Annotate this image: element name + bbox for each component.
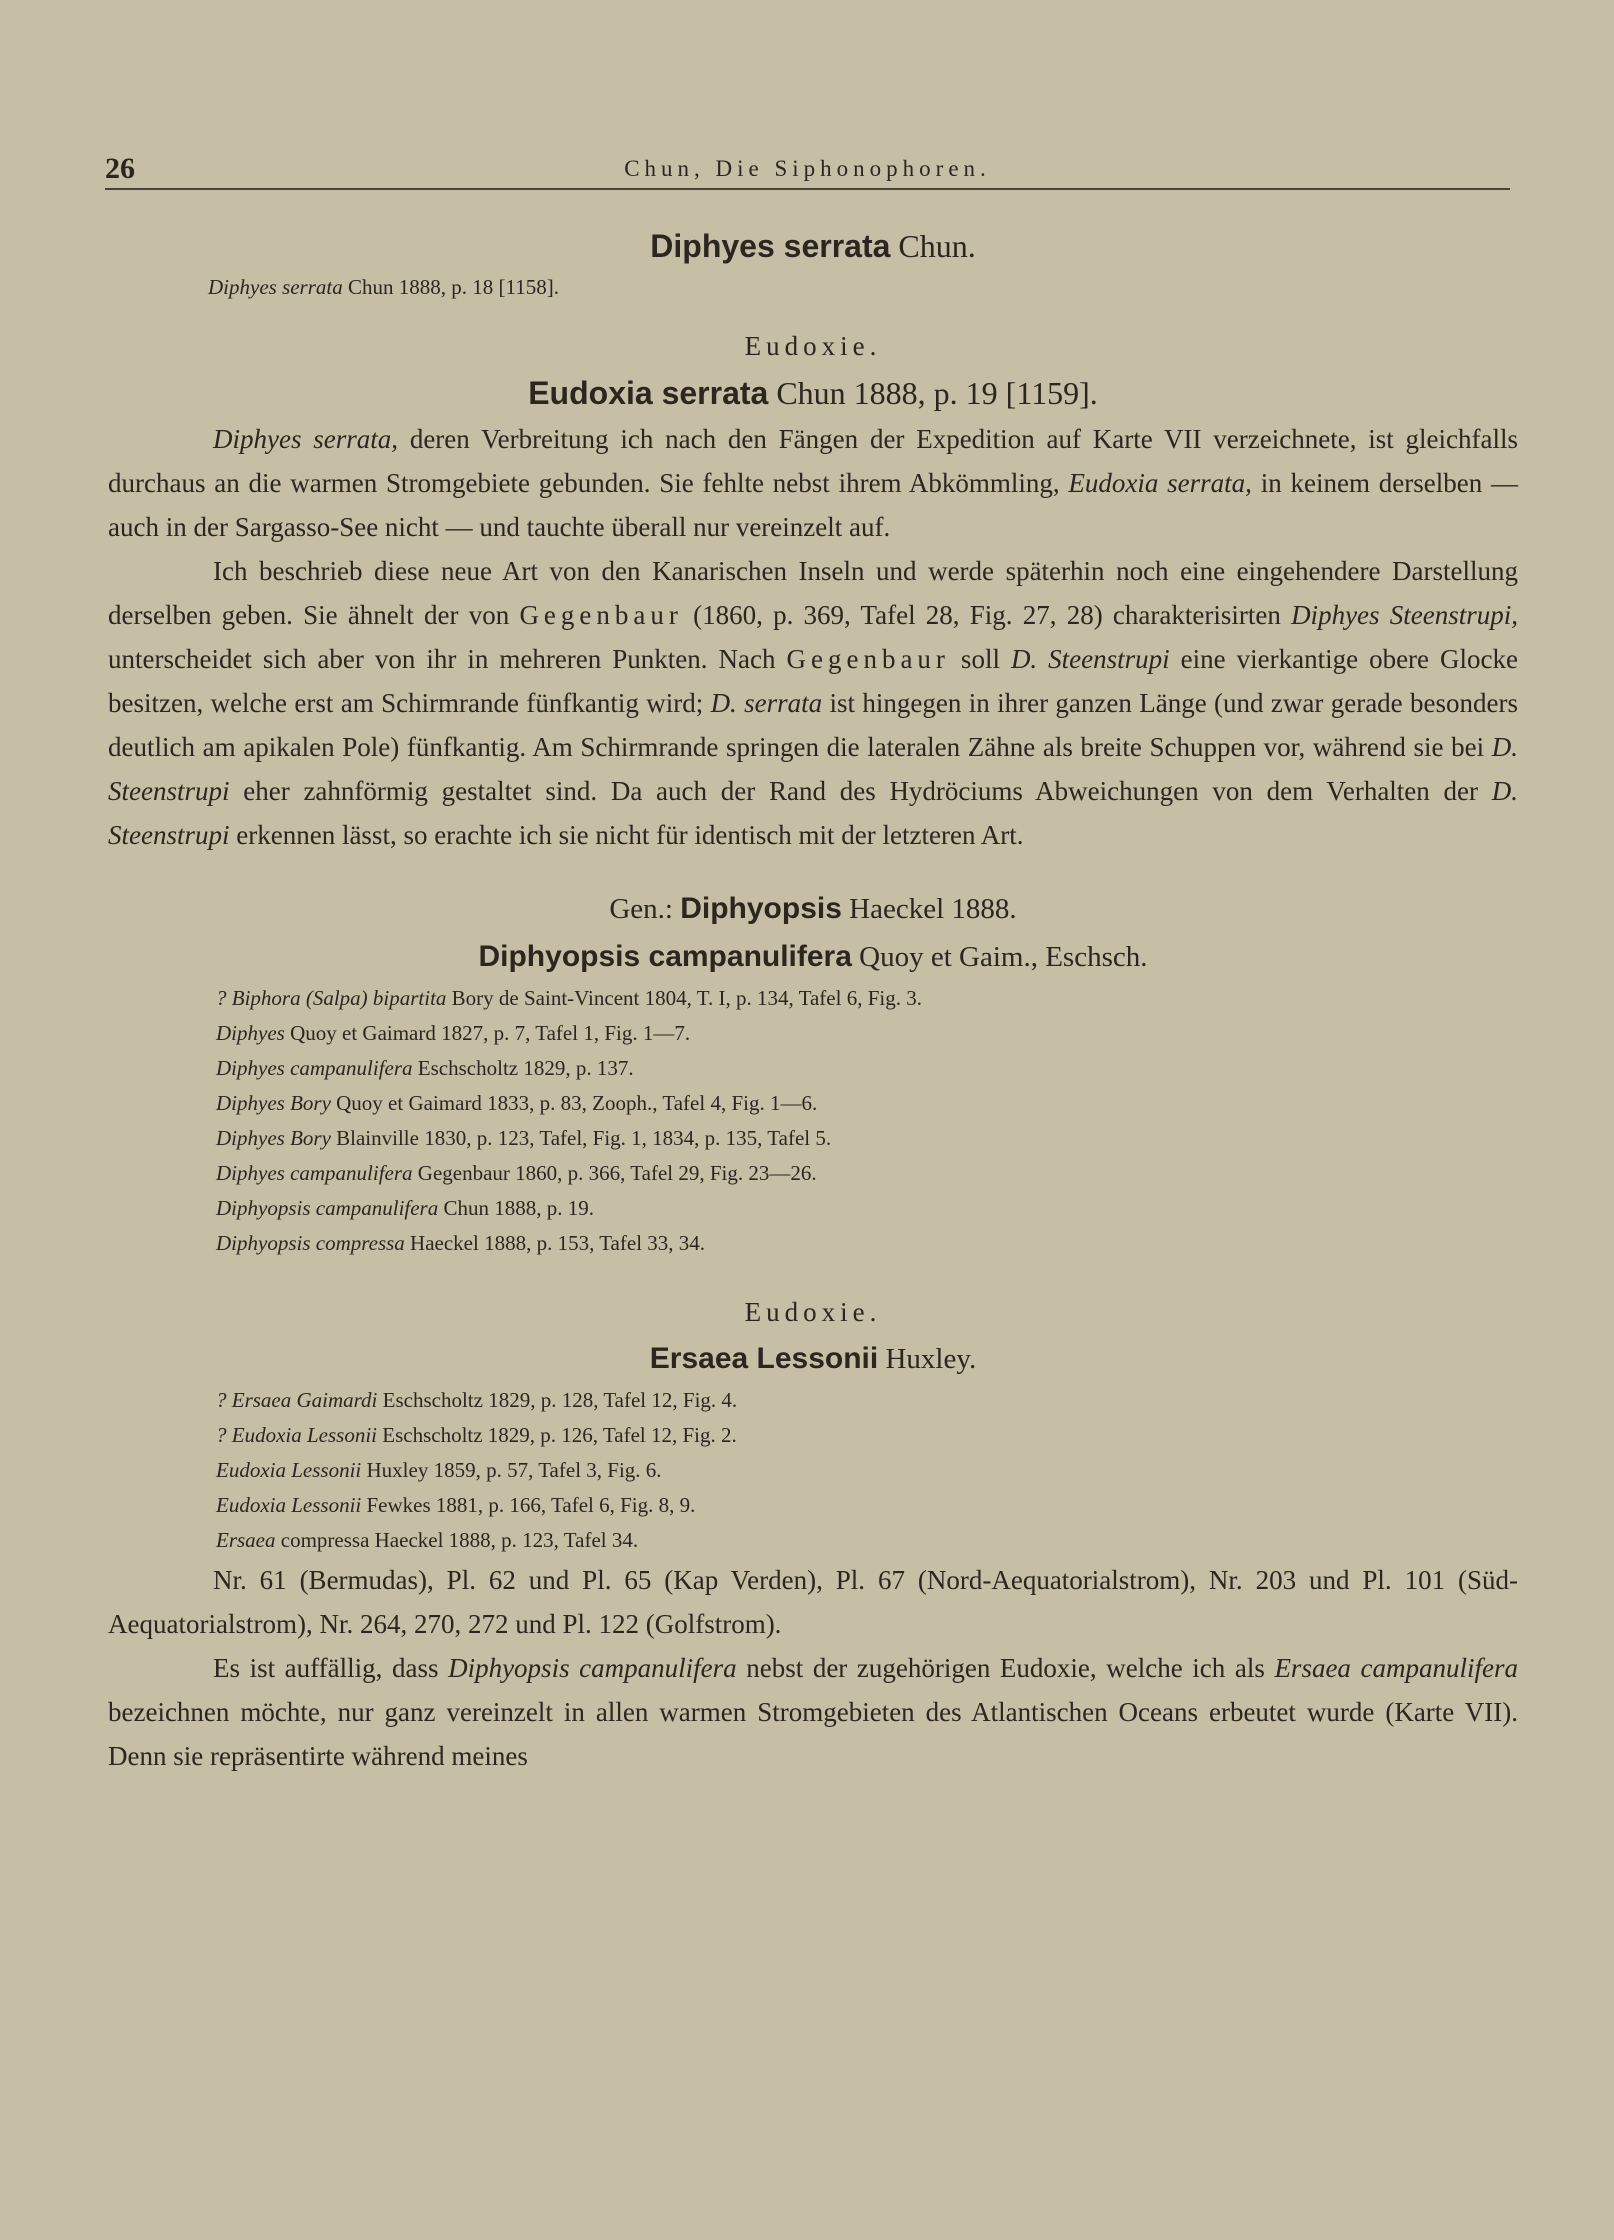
synonym-list-ersaea [108, 1383, 1518, 1558]
synonym-name: Diphyes campanulifera [216, 1056, 413, 1080]
species-name: Diphyes serrata [650, 228, 891, 264]
text-run: nebst der zugehörigen Eudoxie, welche ich als [736, 1653, 1275, 1683]
synonym-line [108, 270, 1518, 305]
page-body [108, 222, 1518, 1778]
genus-heading [108, 885, 1518, 933]
text-run: unterscheidet sich aber von ihr in mehreren Punkten. Nach [108, 644, 787, 674]
synonym-ref: Chun 1888, p. 19. [443, 1196, 594, 1220]
paragraph-stations: Nr. 61 (Bermudas), Pl. 62 und Pl. 65 (Kap Verden), Pl. 67 (Nord-Aequatorialstrom), Nr. 203 und Pl. 101 (Süd-Aequatorialstrom), Nr. 264, 270, 272 und Pl. 122 (Golfstrom). [108, 1565, 1518, 1639]
species-name: Ersaea Lessonii [649, 1342, 879, 1375]
synonym-line [108, 1383, 1518, 1418]
synonym-line [108, 1453, 1518, 1488]
species-heading-eudoxia-serrata [108, 369, 1518, 417]
species-heading-diphyopsis [108, 933, 1518, 981]
paragraph-description [108, 549, 1518, 857]
italic-term: D. Steenstrupi [1010, 644, 1170, 674]
italic-term: Diphyopsis campanulifera [448, 1653, 737, 1683]
synonym-ref: Quoy et Gaimard 1827, p. 7, Tafel 1, Fig. 1—7. [290, 1021, 691, 1045]
italic-term: D. serrata [710, 688, 823, 718]
species-author: Chun. [898, 228, 976, 264]
synonym-ref: Fewkes 1881, p. 166, Tafel 6, Fig. 8, 9. [366, 1493, 696, 1517]
genus-prefix: Gen.: [609, 893, 673, 925]
synonym-ref: Chun 1888, p. 18 [1158]. [348, 275, 559, 299]
text-run: erkennen lässt, so erachte ich sie nicht für identisch mit der letzteren Art. [229, 820, 1024, 850]
synonym-name: Eudoxia Lessonii [216, 1458, 362, 1482]
text-run: ist hingegen in ihrer ganzen Länge (und zwar gerade besonders deutlich am apikalen Pole) fünfkantig. Am Schirmrande springen die lateralen Zähne als breite Schuppen vor, während sie bei [108, 688, 1518, 762]
text-run: in keinem derselben — auch in der Sargasso-See nicht — und tauchte überall nur vereinzelt auf. [108, 468, 1518, 542]
text-run: bezeichnen möchte, nur ganz vereinzelt in allen warmen Stromgebieten des Atlantischen Oceans erbeutet wurde (Karte VII). Denn sie repräsentirte während meines [108, 1697, 1518, 1771]
synonym-ref: compressa Haeckel 1888, p. 123, Tafel 34. [280, 1528, 639, 1552]
synonym-name: Ersaea [216, 1528, 276, 1552]
synonym-name: Diphyopsis campanulifera [216, 1196, 439, 1220]
synonym-ref: Blainville 1830, p. 123, Tafel, Fig. 1, 1834, p. 135, Tafel 5. [336, 1126, 832, 1150]
synonym-name: Diphyes serrata [208, 275, 343, 299]
synonym-name: Diphyopsis compressa [216, 1231, 405, 1255]
synonym-name: Diphyes Bory [216, 1126, 331, 1150]
species-heading-ersaea [108, 1335, 1518, 1383]
synonym-ref: Gegenbaur 1860, p. 366, Tafel 29, Fig. 23—26. [417, 1161, 817, 1185]
synonym-name: Eudoxia Lessonii [216, 1493, 362, 1517]
synonym-ref: Eschscholtz 1829, p. 126, Tafel 12, Fig. 2. [382, 1423, 737, 1447]
italic-term: Diphyes Steenstrupi, [1291, 600, 1518, 630]
genus-author: Haeckel 1888. [849, 893, 1017, 925]
eudoxie-label: Eudoxie. [744, 331, 882, 361]
species-heading-diphyes-serrata [108, 222, 1518, 270]
author-name: Gegenbaur [786, 644, 950, 674]
synonym-name: ? Ersaea Gaimardi [216, 1388, 378, 1412]
species-author: Quoy et Gaim., Eschsch. [859, 941, 1148, 973]
synonym-line [108, 1488, 1518, 1523]
synonym-line [108, 1191, 1518, 1226]
italic-term: Eudoxia serrata, [1068, 468, 1252, 498]
synonym-line [108, 1523, 1518, 1558]
species-author: Huxley. [885, 1343, 977, 1375]
species-ref: Chun 1888, p. 19 [1159]. [776, 375, 1098, 411]
synonym-ref: Huxley 1859, p. 57, Tafel 3, Fig. 6. [366, 1458, 662, 1482]
synonym-line [108, 1121, 1518, 1156]
synonym-line [108, 1016, 1518, 1051]
italic-term: Ersaea campanulifera [1274, 1653, 1518, 1683]
synonym-name: ? Biphora (Salpa) bipartita [216, 986, 447, 1010]
synonym-ref: Bory de Saint-Vincent 1804, T. I, p. 134, Tafel 6, Fig. 3. [451, 986, 922, 1010]
synonym-line [108, 1418, 1518, 1453]
synonym-ref: Haeckel 1888, p. 153, Tafel 33, 34. [410, 1231, 706, 1255]
italic-term: D. Steenstrupi [108, 732, 1518, 806]
synonym-list-diphyopsis [108, 981, 1518, 1261]
page-header [105, 150, 1510, 190]
synonym-line [108, 1051, 1518, 1086]
synonym-line [108, 981, 1518, 1016]
synonym-name: Diphyes Bory [216, 1091, 331, 1115]
species-name: Eudoxia serrata [528, 375, 769, 411]
synonym-name: Diphyes [216, 1021, 285, 1045]
running-title: Chun, Die Siphonophoren. [624, 156, 991, 181]
species-name: Diphyopsis campanulifera [478, 940, 852, 973]
text-run: eher zahnförmig gestaltet sind. Da auch der Rand des Hydröciums Abweichungen von dem Verhalten der [229, 776, 1492, 806]
synonym-name: Diphyes campanulifera [216, 1161, 413, 1185]
synonym-ref: Eschscholtz 1829, p. 128, Tafel 12, Fig. 4. [382, 1388, 738, 1412]
synonym-name: ? Eudoxia Lessonii [216, 1423, 377, 1447]
page-number: 26 [105, 152, 135, 185]
text-run: Es ist auffällig, dass [213, 1653, 449, 1683]
synonym-line [108, 1156, 1518, 1191]
text-run: soll [949, 644, 1011, 674]
genus-name: Diphyopsis [680, 892, 842, 925]
synonym-line [108, 1086, 1518, 1121]
text-run: (1860, p. 369, Tafel 28, Fig. 27, 28) charakterisirten [682, 600, 1292, 630]
author-name: Gegenbaur [519, 600, 683, 630]
text-run: Ich beschrieb diese neue Art von den Kanarischen Inseln und werde späterhin noch eine eingehendere Darstellung derselben geben. Sie ähnelt der von [108, 556, 1518, 630]
paragraph-distribution [108, 417, 1518, 549]
text-run: eine vierkantige obere Glocke besitzen, welche erst am Schirmrande fünfkantig wird; [108, 644, 1518, 718]
italic-term: D. Steenstrupi [108, 776, 1518, 850]
synonym-ref: Quoy et Gaimard 1833, p. 83, Zooph., Tafel 4, Fig. 1—6. [336, 1091, 818, 1115]
text-run: deren Verbreitung ich nach den Fängen der Expedition auf Karte VII verzeichnete, ist gleichfalls durchaus an die warmen Stromgebiete gebunden. Sie fehlte nebst ihrem Abkömmling, [108, 424, 1518, 498]
eudoxie-label: Eudoxie. [744, 1297, 882, 1327]
synonym-ref: Eschscholtz 1829, p. 137. [417, 1056, 634, 1080]
italic-term: Diphyes serrata, [213, 424, 399, 454]
paragraph-remark [108, 1646, 1518, 1778]
synonym-line [108, 1226, 1518, 1261]
